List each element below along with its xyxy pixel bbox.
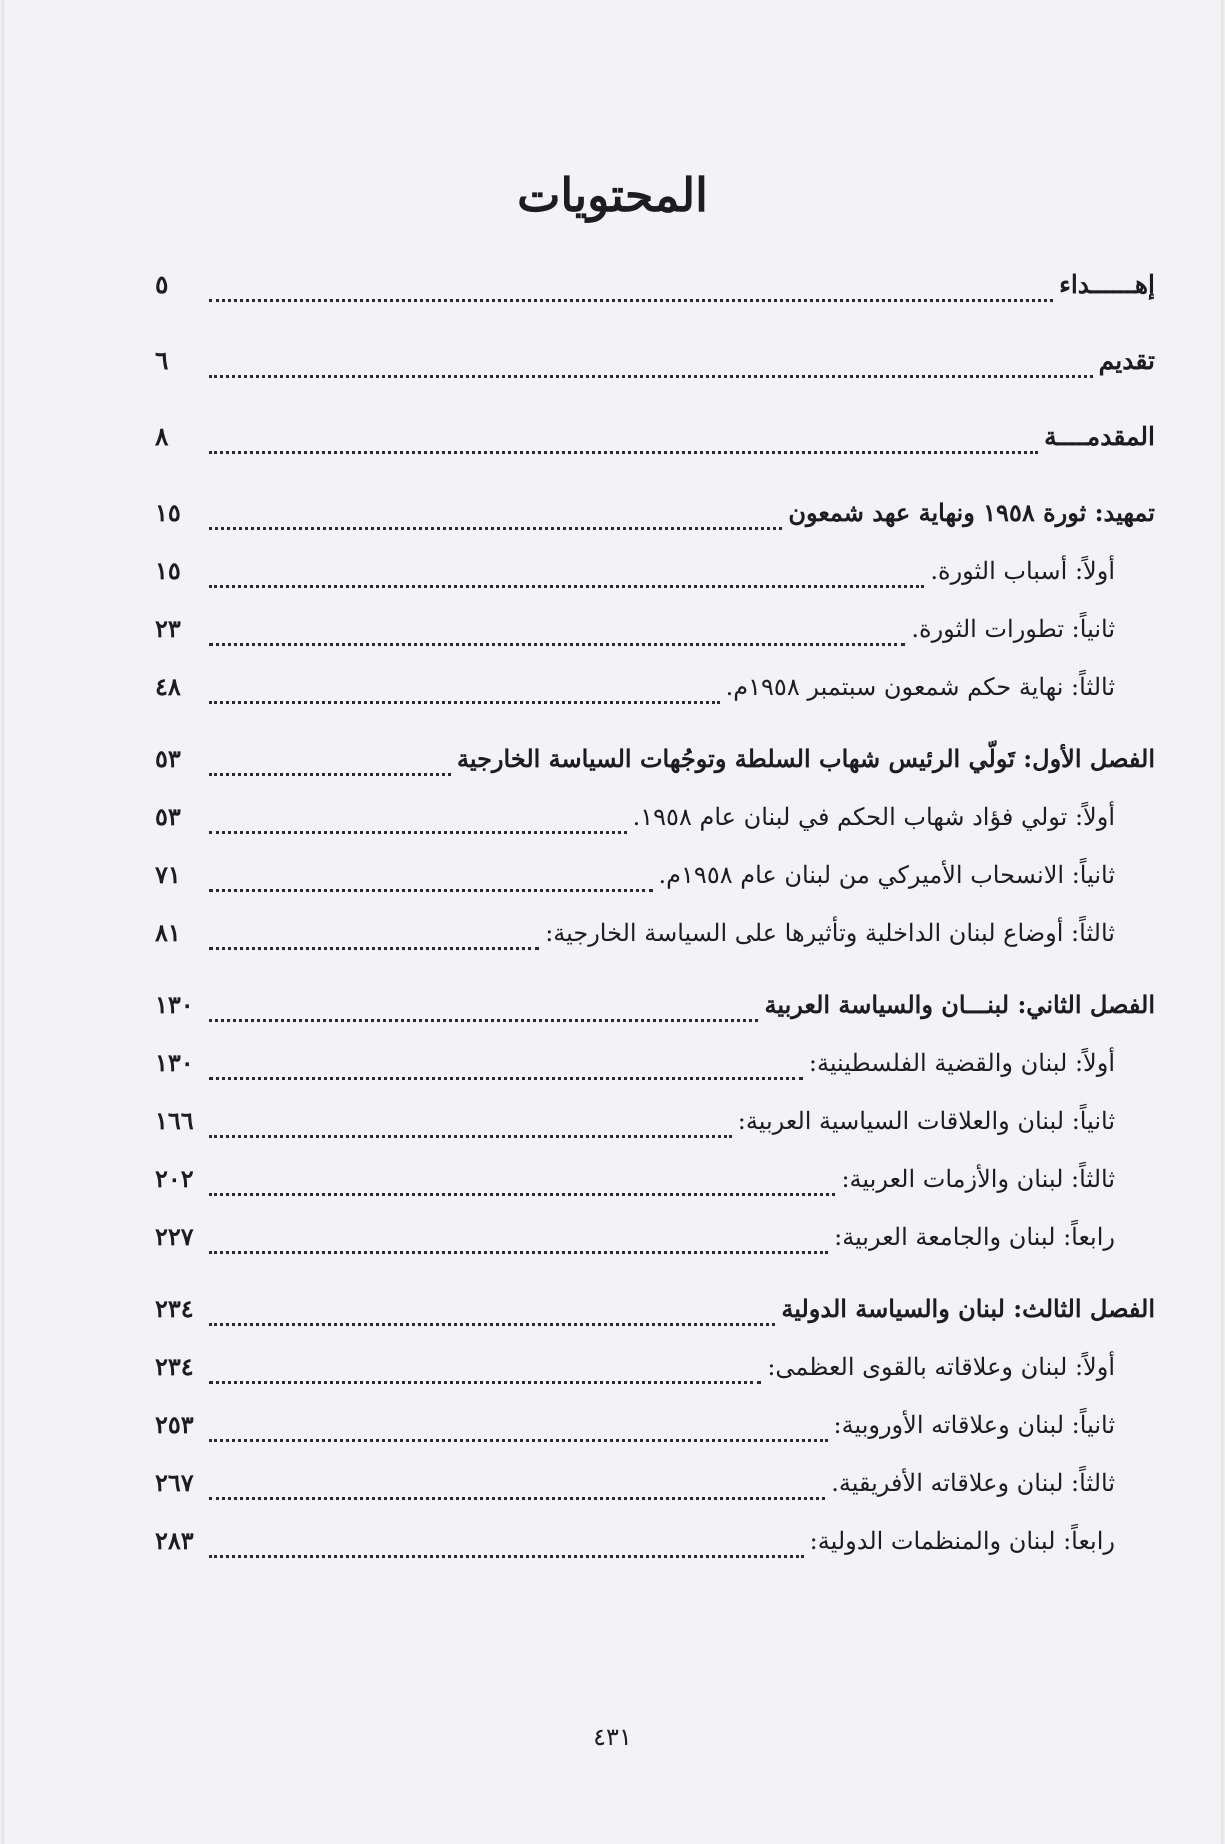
dot-leader xyxy=(209,773,451,776)
toc-entry-page: ٢٣٤ xyxy=(155,1352,194,1381)
toc-entry-label: ثالثاً: أوضاع لبنان الداخلية وتأثيرها على السياسة الخارجية: xyxy=(545,919,1115,947)
dot-leader xyxy=(209,1497,825,1500)
dot-leader xyxy=(209,451,1038,454)
toc-entry-label: أولاً: أسباب الثورة. xyxy=(930,557,1115,585)
dot-leader xyxy=(209,585,924,588)
dot-leader xyxy=(209,701,720,704)
toc-entry xyxy=(155,860,1155,898)
toc-entry-page: ٢٠٢ xyxy=(155,1164,194,1193)
toc-entry xyxy=(155,556,1155,594)
toc-entry-page: ١٣٠ xyxy=(155,990,194,1019)
toc-entry xyxy=(155,270,1155,308)
toc-entry xyxy=(155,1294,1155,1332)
toc-entry-label: رابعاً: لبنان والمنظمات الدولية: xyxy=(809,1527,1115,1555)
toc-entry-page: ٢٦٧ xyxy=(155,1468,194,1497)
toc-entry xyxy=(155,1164,1155,1202)
page-title: المحتويات xyxy=(517,168,708,222)
dot-leader xyxy=(209,1193,835,1196)
toc-entry xyxy=(155,614,1155,652)
toc-entry xyxy=(155,1352,1155,1390)
dot-leader xyxy=(209,831,627,834)
toc-entry-page: ٢٣٤ xyxy=(155,1294,194,1323)
toc-entry xyxy=(155,1410,1155,1448)
toc-entry xyxy=(155,672,1155,710)
toc-entry-page: ٢٢٧ xyxy=(155,1222,194,1251)
toc-entry-label: أولاً: لبنان والقضية الفلسطينية: xyxy=(808,1049,1115,1077)
toc-entry-label: ثانياً: الانسحاب الأميركي من لبنان عام ١٩٥٨م. xyxy=(658,861,1115,889)
page-number: ٤٣١ xyxy=(593,1723,632,1751)
toc-entry-label: إهــــــداء xyxy=(1059,270,1155,299)
toc-entry-page: ٦ xyxy=(155,346,169,375)
toc-entry xyxy=(155,1048,1155,1086)
dot-leader xyxy=(209,643,905,646)
toc-entry-page: ٢٨٣ xyxy=(155,1526,194,1555)
dot-leader xyxy=(209,1323,775,1326)
toc-entry-label: ثانياً: تطورات الثورة. xyxy=(911,615,1115,643)
toc-entry xyxy=(155,990,1155,1028)
toc-entry-page: ٧١ xyxy=(155,860,181,889)
toc-entry xyxy=(155,1106,1155,1144)
dot-leader xyxy=(209,1555,804,1558)
toc-entry-label: أولاً: تولي فؤاد شهاب الحكم في لبنان عام ١٩٥٨. xyxy=(632,803,1115,831)
toc-entry-label: أولاً: لبنان وعلاقاته بالقوى العظمى: xyxy=(767,1353,1115,1381)
toc-entry-label: الفصل الثاني: لبنـــان والسياسة العربية xyxy=(764,990,1155,1019)
toc-entry-label: تقديم xyxy=(1098,346,1155,375)
toc-entry-page: ١٦٦ xyxy=(155,1106,194,1135)
table-of-contents xyxy=(155,270,1155,1584)
toc-entry-label: المقدمــــة xyxy=(1044,422,1155,451)
toc-entry xyxy=(155,1526,1155,1564)
dot-leader xyxy=(209,1077,803,1080)
toc-entry-label: ثالثاً: لبنان والأزمات العربية: xyxy=(841,1165,1115,1193)
dot-leader xyxy=(209,1019,758,1022)
toc-entry xyxy=(155,918,1155,956)
toc-entry-label: الفصل الثالث: لبنان والسياسة الدولية xyxy=(781,1294,1155,1323)
dot-leader xyxy=(209,1135,732,1138)
dot-leader xyxy=(209,1439,828,1442)
toc-entry xyxy=(155,346,1155,384)
toc-entry-label: ثانياً: لبنان وعلاقاته الأوروبية: xyxy=(833,1411,1115,1439)
toc-entry-page: ١٥ xyxy=(155,498,181,527)
toc-entry-label: ثالثاً: لبنان وعلاقاته الأفريقية. xyxy=(831,1469,1115,1497)
toc-entry-page: ٥٣ xyxy=(155,744,181,773)
dot-leader xyxy=(209,375,1093,378)
dot-leader xyxy=(209,527,782,530)
toc-entry-page: ١٣٠ xyxy=(155,1048,194,1077)
toc-entry-page: ٢٣ xyxy=(155,614,181,643)
toc-entry-page: ٥٣ xyxy=(155,802,181,831)
toc-entry xyxy=(155,802,1155,840)
toc-entry-label: ثالثاً: نهاية حكم شمعون سبتمبر ١٩٥٨م. xyxy=(725,673,1115,701)
toc-entry-page: ٤٨ xyxy=(155,672,181,701)
toc-entry-label: رابعاً: لبنان والجامعة العربية: xyxy=(834,1223,1115,1251)
dot-leader xyxy=(209,299,1053,302)
dot-leader xyxy=(209,947,539,950)
toc-entry xyxy=(155,1222,1155,1260)
toc-entry xyxy=(155,744,1155,782)
toc-entry-label: تمهيد: ثورة ١٩٥٨ ونهاية عهد شمعون xyxy=(788,498,1155,527)
toc-entry xyxy=(155,498,1155,536)
toc-entry-page: ١٥ xyxy=(155,556,181,585)
toc-entry-label: ثانياً: لبنان والعلاقات السياسية العربية: xyxy=(737,1107,1115,1135)
toc-entry-page: ٨١ xyxy=(155,918,181,947)
page-edge-left xyxy=(0,0,4,1844)
toc-entry-page: ٥ xyxy=(155,270,169,299)
toc-entry-page: ٢٥٣ xyxy=(155,1410,194,1439)
toc-entry xyxy=(155,1468,1155,1506)
dot-leader xyxy=(209,1251,828,1254)
page-edge-right xyxy=(1221,0,1225,1844)
toc-entry-label: الفصل الأول: تَولّي الرئيس شهاب السلطة وتوجُهات السياسة الخارجية xyxy=(456,744,1155,773)
dot-leader xyxy=(209,889,653,892)
dot-leader xyxy=(209,1381,761,1384)
toc-entry-page: ٨ xyxy=(155,422,169,451)
toc-entry xyxy=(155,422,1155,460)
